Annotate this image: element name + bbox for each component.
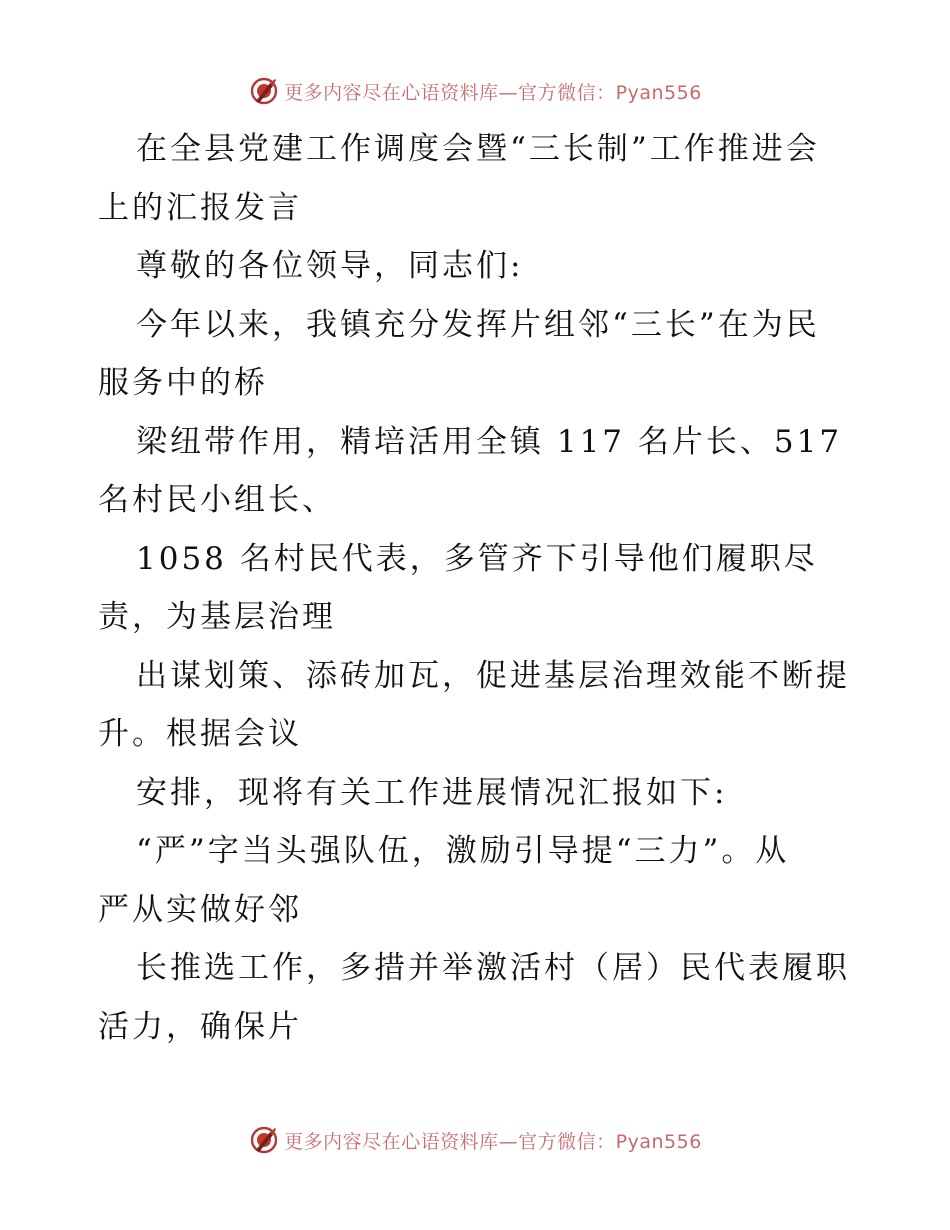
paragraph-line: 严从实做好邻: [98, 891, 302, 928]
paragraph-line: 名村民小组长、: [98, 482, 336, 518]
footer-watermark: [0, 1123, 950, 1157]
paragraph-line: 安排，现将有关工作进展情况汇报如下:: [136, 774, 728, 811]
paragraph-line: 1058 名村民代表，多管齐下引导他们履职尽: [136, 540, 818, 577]
paragraph-line: 梁纽带作用，精培活用全镇 117 名片长、517: [136, 423, 843, 460]
paragraph-line: 今年以来，我镇充分发挥片组邻“三长”在为民: [136, 306, 820, 343]
title-line-2: 上的汇报发言: [98, 189, 302, 226]
pen-nib-logo-icon: [248, 75, 280, 107]
salutation: 尊敬的各位领导，同志们:: [136, 248, 524, 284]
paragraph-line: 服务中的桥: [98, 365, 268, 401]
section-heading-line: “严”字当头强队伍，激励引导提“三力”。从: [136, 833, 790, 869]
paragraph-line: 升。根据会议: [98, 716, 302, 752]
paragraph-line: 责，为基层治理: [98, 599, 336, 635]
document-body: [98, 120, 858, 1056]
title-line-1: 在全县党建工作调度会暨“三长制”工作推进会: [136, 131, 820, 167]
paragraph-line: 长推选工作，多措并举激活村（居）民代表履职: [136, 950, 850, 986]
pen-nib-logo-icon: [248, 1124, 280, 1156]
paragraph-line: 出谋划策、添砖加瓦，促进基层治理效能不断提: [136, 657, 850, 694]
watermark-text: 更多内容尽在心语资料库—官方微信：Pyan556: [284, 81, 702, 104]
watermark-text: 更多内容尽在心语资料库—官方微信：Pyan556: [284, 1130, 702, 1153]
paragraph-line: 活力，确保片: [98, 1008, 302, 1045]
header-watermark: [0, 74, 950, 108]
